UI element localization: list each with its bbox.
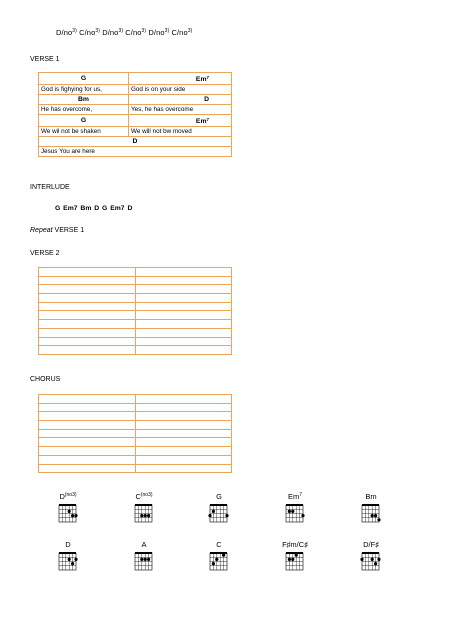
chord-cell: D (129, 95, 232, 105)
table-row (39, 395, 232, 404)
chord-diagram-c (199, 540, 239, 572)
lyric-cell: Yes, he has overcome (129, 105, 232, 115)
table-row (39, 302, 232, 311)
lyric-cell: He has overcome, (39, 105, 129, 115)
table-row (39, 85, 232, 95)
verse1-table (38, 72, 232, 157)
table-row (39, 455, 232, 464)
interlude-chords: G Em7 Bm D G Em7 D (55, 205, 133, 212)
table-row (39, 137, 232, 147)
chord-grid-icon (133, 550, 155, 572)
table-row (39, 447, 232, 456)
table-row (39, 403, 232, 412)
chord-diagram-d (48, 540, 88, 572)
table-row (39, 421, 232, 430)
intro-chord-3: $D/no^{3)}$ (102, 28, 124, 37)
repeat-note: Repeat VERSE 1 (30, 227, 85, 234)
chord-grid-icon (360, 502, 382, 524)
chord-grid-icon (57, 550, 79, 572)
chord-grid-icon (284, 502, 306, 524)
table-row (39, 95, 232, 105)
chord-diagram-d-no3 (48, 492, 88, 524)
chord-cell: Em$^7$ (129, 115, 232, 127)
chord-grid-icon (208, 550, 230, 572)
chord-name: Em$^7$ (287, 492, 303, 501)
table-row (39, 285, 232, 294)
verse1-heading: VERSE 1 (30, 56, 60, 63)
chord-name: Bm (365, 492, 377, 501)
table-row (39, 294, 232, 303)
chord-grid-icon (208, 502, 230, 524)
interlude-heading: INTERLUDE (30, 184, 70, 191)
chord-diagram-d-fsharp (351, 540, 391, 572)
chord-grid-icon (360, 550, 382, 572)
chord-grid-icon (57, 502, 79, 524)
verse2-heading: VERSE 2 (30, 250, 60, 257)
table-row (39, 412, 232, 421)
table-row (39, 429, 232, 438)
chord-name: F♯m/C♯ (282, 540, 308, 549)
table-row (39, 105, 232, 115)
chord-diagram-a (124, 540, 164, 572)
chord-name: $D^{(no3)}$ (59, 492, 77, 501)
table-row (39, 115, 232, 127)
chord-grid-icon (133, 502, 155, 524)
table-row (39, 320, 232, 329)
chord-cell: Bm (39, 95, 129, 105)
chord-diagram-bm (351, 492, 391, 524)
chord-name: D (65, 540, 71, 549)
lyric-cell: God is on your side (129, 85, 232, 95)
table-row (39, 337, 232, 346)
chord-name: A (141, 540, 147, 549)
chord-diagram-g (199, 492, 239, 524)
chord-grid-icon (284, 550, 306, 572)
intro-chords (56, 28, 192, 37)
chorus-table (38, 394, 232, 473)
intro-chord-1: $D/no^{3)}$ (56, 28, 77, 37)
table-row (39, 328, 232, 337)
chord-name: D/F♯ (363, 540, 379, 549)
chord-name: C (216, 540, 222, 549)
table-row (39, 276, 232, 285)
intro-chord-5: $D/no^{3)}$ (148, 28, 170, 37)
table-row (39, 438, 232, 447)
chord-cell: D (39, 137, 232, 147)
table-row (39, 147, 232, 157)
chord-diagram-c-no3 (124, 492, 164, 524)
lyric-cell: We will not bw moved (129, 127, 232, 137)
lyric-cell: We wil not be shaken (39, 127, 129, 137)
table-row (39, 127, 232, 137)
chord-cell: G (39, 73, 129, 85)
intro-chord-4: $C/no^{3)}$ (125, 28, 147, 37)
intro-chord-2: $C/no^{3)}$ (79, 28, 100, 37)
table-row (39, 311, 232, 320)
table-row (39, 464, 232, 473)
chord-cell: Em$^7$ (129, 73, 232, 85)
chorus-heading: CHORUS (30, 376, 61, 383)
chord-diagram-fsharpm-csharp (275, 540, 315, 572)
chord-name: $C^{(no3)}$ (135, 492, 153, 501)
table-row (39, 73, 232, 85)
lyric-cell: God is fighying for us, (39, 85, 129, 95)
chord-cell: G (39, 115, 129, 127)
chord-name: G (216, 492, 222, 501)
verse2-table (38, 267, 232, 355)
table-row (39, 268, 232, 277)
lyric-cell: Jesus You are here (39, 147, 232, 157)
table-row (39, 346, 232, 355)
chord-diagram-em7 (275, 492, 315, 524)
intro-chord-6: $C/no^{3)}$ (171, 28, 193, 37)
